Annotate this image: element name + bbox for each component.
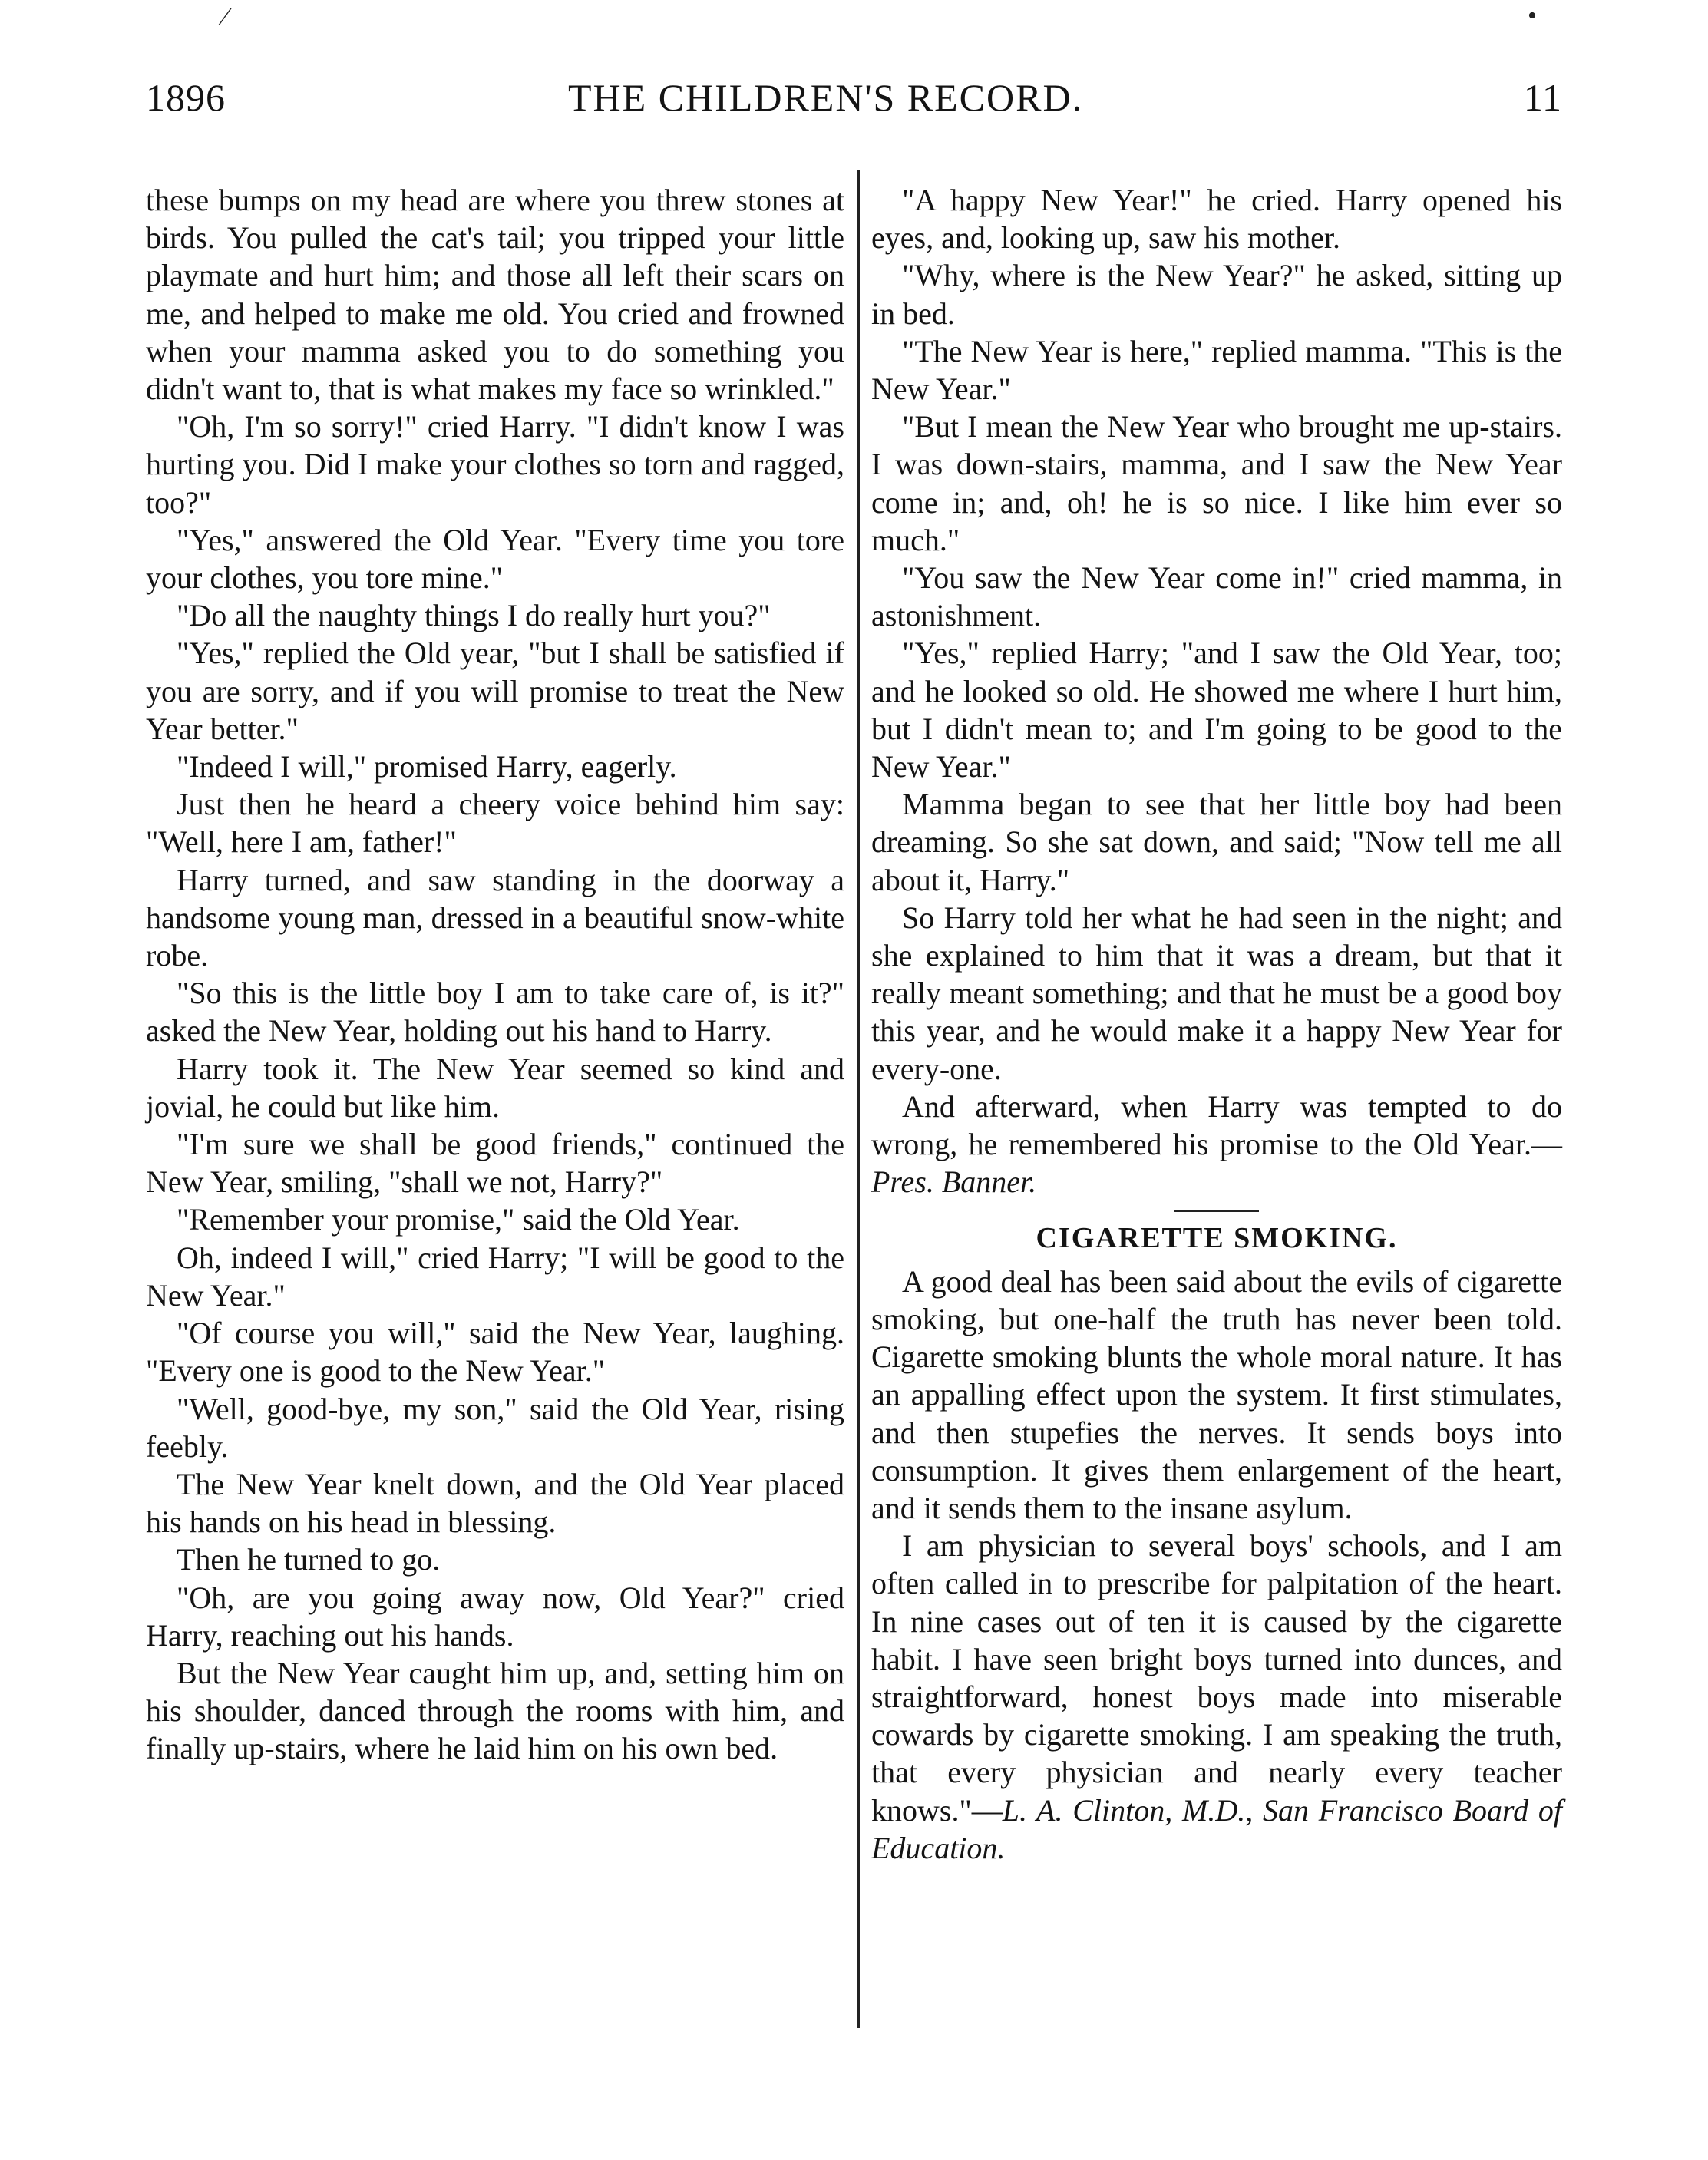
story-paragraph: "The New Year is here," replied mamma. "This is the New Year."	[871, 333, 1562, 407]
article-paragraph: A good deal has been said about the evils of cigarette smoking, but one-half the truth has never been told. Cigarette smoking blunts the whole moral nature. It has an appalling effect upon the system. It first stimulates, and then stupefies the nerves. It sends boys into consumption. It gives them enlargement of the heart, and it sends them to the insane asylum.	[871, 1263, 1562, 1525]
right-column	[871, 181, 1562, 1867]
print-speck: •	[1528, 2, 1537, 30]
column-divider	[857, 170, 860, 2028]
story-closing-paragraph	[871, 1088, 1562, 1201]
story-paragraph: Harry turned, and saw standing in the doorway a handsome young man, dressed in a beautiful snow-white robe.	[146, 862, 844, 973]
story-paragraph: "Remember your promise," said the Old Year.	[177, 1202, 740, 1237]
page-number: 11	[1523, 76, 1562, 119]
story-paragraph: "Yes," answered the Old Year. "Every time you tore your clothes, you tore mine."	[146, 522, 844, 596]
story-paragraph: "Well, good-bye, my son," said the Old Year, rising feebly.	[146, 1391, 844, 1464]
story-attribution: Pres. Banner.	[871, 1164, 1037, 1200]
story-paragraph: Mamma began to see that her little boy had been dreaming. So she sat down, and said; "Now tell me all about it, Harry."	[871, 787, 1562, 897]
story-paragraph: But the New Year caught him up, and, setting him on his shoulder, danced through the rooms with him, and finally up-stairs, where he laid him on his own bed.	[146, 1655, 844, 1766]
story-paragraph: "Do all the naughty things I do really hurt you?"	[177, 598, 771, 633]
story-paragraph: "You saw the New Year come in!" cried mamma, in astonishment.	[871, 560, 1562, 633]
section-divider	[1174, 1210, 1259, 1212]
story-paragraph: "But I mean the New Year who brought me up-stairs. I was down-stairs, mamma, and I saw the New Year come in; and, oh! he is so nice. I like him ever so much."	[871, 409, 1562, 557]
story-paragraph: "Oh, are you going away now, Old Year?" cried Harry, reaching out his hands.	[146, 1580, 844, 1653]
story-paragraph: "Oh, I'm so sorry!" cried Harry. "I didn't know I was hurting you. Did I make your clothes so torn and ragged, too?"	[146, 409, 844, 520]
final-text: I am physician to several boys' schools, and I am often called in to prescribe for palpitation of the heart. In nine cases out of ten it is caused by the cigarette habit. I have seen bright boys turned into dunces, and straightforward, honest boys made into miserable cowards by cigarette smoking. I am speaking the truth, that every physician and nearly every teacher knows."—	[871, 1528, 1562, 1828]
print-speck: ⁄	[223, 3, 227, 31]
story-paragraph: "So this is the little boy I am to take care of, is it?" asked the New Year, holding out his hand to Harry.	[146, 976, 844, 1049]
publication-title: THE CHILDREN'S RECORD.	[568, 76, 1084, 119]
article-byline: L. A. Clinton, M.D., San Francisco Board of Education.	[871, 1792, 1562, 1865]
story-paragraph: Oh, indeed I will," cried Harry; "I will be good to the New Year."	[146, 1240, 844, 1313]
story-paragraph: So Harry told her what he had seen in the night; and she explained to him that it was a dream, but that it really meant something; and that he must be a good boy this year, and he would make it a happy New Year for every-one.	[871, 900, 1562, 1086]
issue-year: 1896	[146, 76, 226, 119]
article-title: CIGARETTE SMOKING.	[1036, 1222, 1398, 1255]
story-paragraph: Just then he heard a cheery voice behind him say: "Well, here I am, father!"	[146, 787, 844, 860]
page-header	[146, 75, 1562, 137]
story-paragraph: Then he turned to go.	[177, 1542, 441, 1577]
story-paragraph: "I'm sure we shall be good friends," continued the New Year, smiling, "shall we not, Harry?"	[146, 1127, 844, 1200]
story-paragraph: "Yes," replied the Old year, "but I shall be satisfied if you are sorry, and if you will promise to treat the New Year better."	[146, 636, 844, 746]
story-paragraph: these bumps on my head are where you threw stones at birds. You pulled the cat's tail; you tripped your little playmate and hurt him; and those all left their scars on me, and helped to make me old. You cried and frowned when your mamma asked you to do something you didn't want to, that is what makes my face so wrinkled."	[146, 183, 844, 407]
story-paragraph: The New Year knelt down, and the Old Year placed his hands on his head in blessing.	[146, 1466, 844, 1540]
closing-text: And afterward, when Harry was tempted to do wrong, he remembered his promise to the Old Year.—	[871, 1088, 1562, 1162]
story-paragraph: "A happy New Year!" he cried. Harry opened his eyes, and, looking up, saw his mother.	[871, 183, 1562, 256]
left-column	[146, 181, 844, 1768]
story-paragraph: "Indeed I will," promised Harry, eagerly.	[177, 749, 677, 784]
story-paragraph: "Of course you will," said the New Year, laughing. "Every one is good to the New Year."	[146, 1316, 844, 1389]
article-final-paragraph	[871, 1527, 1562, 1867]
story-paragraph: "Why, where is the New Year?" he asked, sitting up in bed.	[871, 258, 1562, 331]
story-paragraph: "Yes," replied Harry; "and I saw the Old Year, too; and he looked so old. He showed me where I hurt him, but I didn't mean to; and I'm going to be good to the New Year."	[871, 636, 1562, 784]
story-paragraph: Harry took it. The New Year seemed so kind and jovial, he could but like him.	[146, 1051, 844, 1124]
